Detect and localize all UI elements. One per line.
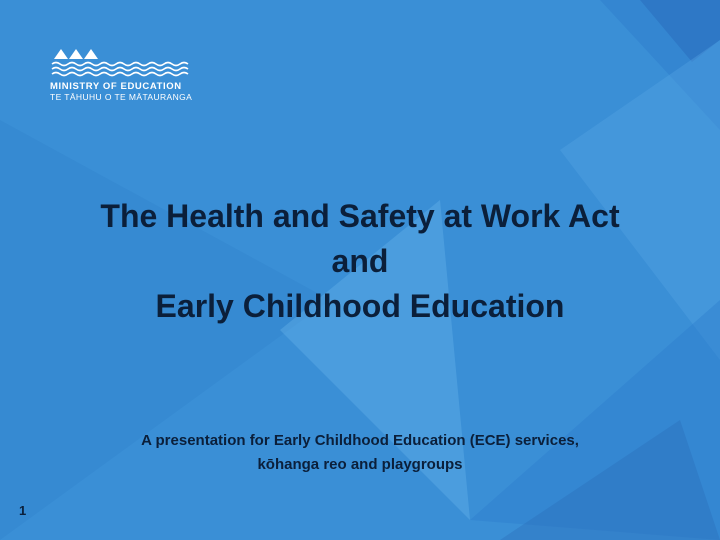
- slide-subtitle: [60, 429, 660, 477]
- logo-ministry-name: MINISTRY OF EDUCATION: [50, 81, 182, 92]
- subtitle-line: kōhanga reo and playgroups: [257, 456, 463, 473]
- ministry-logo: [50, 48, 210, 108]
- slide-title: [40, 194, 680, 329]
- subtitle-line: A presentation for Early Childhood Education (ECE) services,: [141, 432, 579, 449]
- title-line: and: [331, 243, 389, 279]
- title-line: Early Childhood Education: [155, 288, 565, 324]
- page-number: 1: [19, 503, 27, 518]
- logo-maori-name: TE TĀHUHU O TE MĀTAURANGA: [50, 92, 193, 102]
- mountains-waves-icon: [50, 48, 210, 78]
- title-line: The Health and Safety at Work Act: [100, 198, 620, 234]
